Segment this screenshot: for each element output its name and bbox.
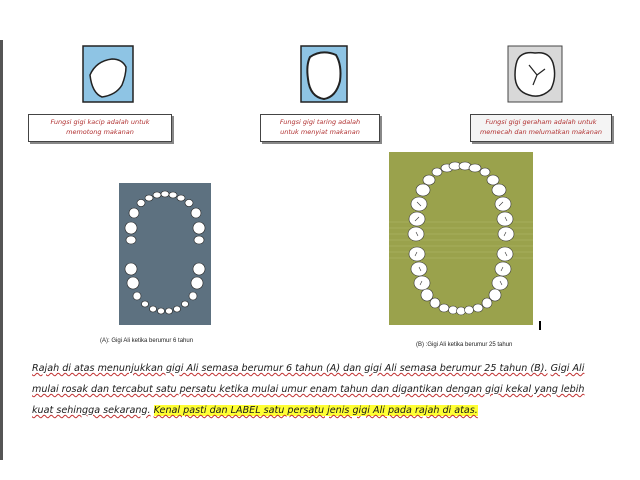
molar-caption: Fungsi gigi geraham adalah untuk memecah dan melumatkan makanan: [470, 114, 612, 142]
figure-a-label: (A): Gigi Ali ketika berumur 6 tahun: [100, 338, 194, 344]
canine-caption: Fungsi gigi taring adalah untuk menyiat makanan: [260, 114, 380, 142]
instruction-paragraph: [32, 358, 604, 421]
incisor-caption: Fungsi gigi kacip adalah untuk memotong makanan: [28, 114, 172, 142]
page-left-border: [0, 40, 3, 460]
molar-tooth-icon: [507, 45, 563, 107]
figure-b-adult-teeth: [389, 152, 533, 329]
text-cursor: [539, 321, 541, 330]
paragraph-sentence-1: Rajah di atas menunjukkan gigi Ali semasa berumur 6 tahun (A) dan gigi Ali semasa berumur 25 tahun (B).: [32, 363, 548, 374]
paragraph-instruction: Kenal pasti dan LABEL satu persatu jenis gigi Ali pada rajah di atas.: [153, 405, 478, 416]
canine-tooth-icon: [300, 45, 348, 107]
incisor-tooth-icon: [82, 45, 134, 107]
figure-b-label: (B) :Gigi Ali ketika berumur 25 tahun: [416, 342, 513, 348]
paragraph-sentence-2: Gigi Ali mulai rosak dan tercabut satu persatu ketika mulai umur enam tahun dan digantikan dengan gigi kekal yang lebih kuat sehingga sekarang.: [32, 363, 585, 416]
figure-a-child-teeth: [119, 183, 211, 329]
